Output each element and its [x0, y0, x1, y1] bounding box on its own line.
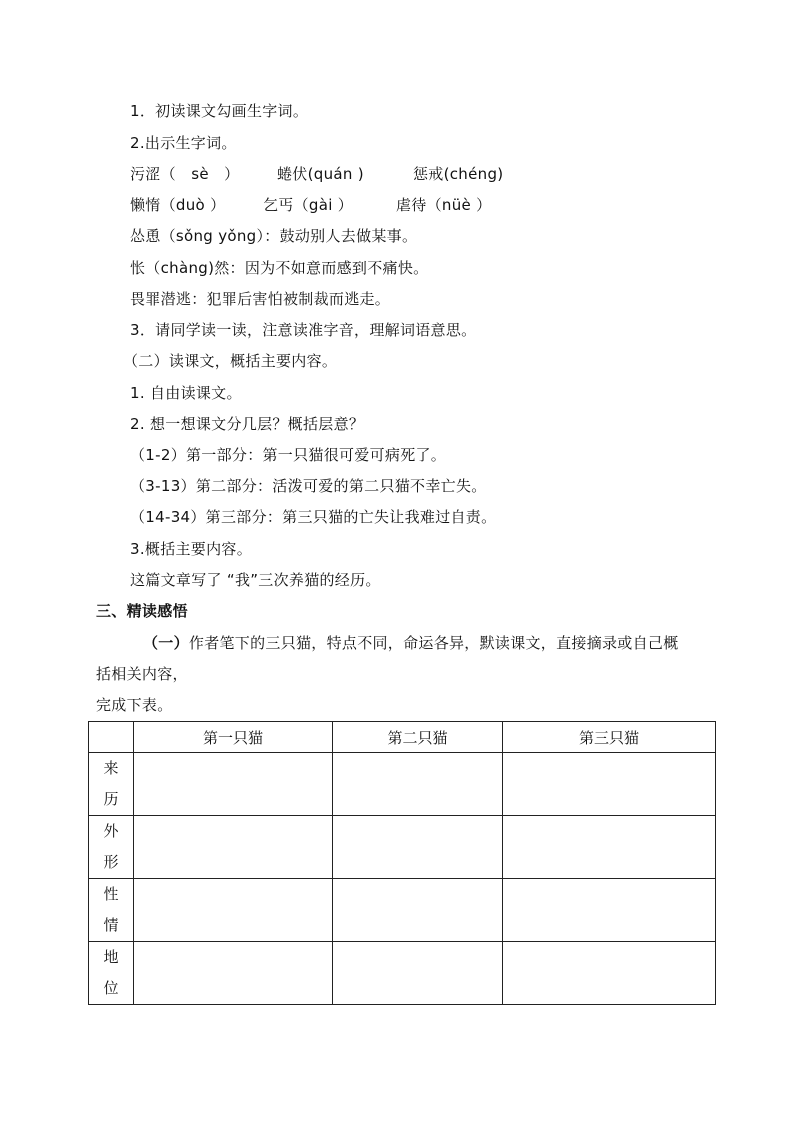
row-label-char: 形: [103, 853, 119, 871]
section-heading: 三、精读感悟: [96, 602, 188, 620]
part-summary: （1-2）第一部分：第一只猫很可爱可病死了。: [130, 446, 447, 464]
main-content-text: 这篇文章写了 “我”三次养猫的经历。: [130, 571, 381, 589]
vocab-definition: 怅（chàng)然：因为不如意而感到不痛快。: [130, 259, 429, 277]
vocab-word: 乞丐（gài ）: [263, 196, 354, 214]
instruction-text: 括相关内容，: [96, 665, 188, 683]
step-1-text: 1．初读课文勾画生字词。: [130, 102, 309, 120]
table-row: [89, 816, 716, 879]
vocab-word: 污涩（ sè ）: [130, 165, 240, 183]
row-label-char: 地: [103, 948, 119, 966]
vocab-word: 惩戒(chéng): [413, 165, 504, 183]
table-cell[interactable]: [503, 753, 716, 816]
vocab-word: 虐待（nüè ）: [396, 196, 492, 214]
vocab-definition: 畏罪潜逃：犯罪后害怕被制裁而逃走。: [130, 290, 391, 308]
vocab-word: 懒惰（duò ）: [130, 196, 226, 214]
step-2-text: 2.出示生字词。: [130, 134, 237, 152]
table-cell[interactable]: [134, 942, 333, 1005]
row-label-char: 来: [103, 759, 119, 777]
table-cell[interactable]: [134, 753, 333, 816]
row-label-char: 外: [103, 822, 119, 840]
part-summary: （3-13）第二部分：活泼可爱的第二只猫不幸亡失。: [130, 477, 487, 495]
instruction-text: 完成下表。: [96, 696, 173, 714]
table-header-cell: 第三只猫: [503, 722, 716, 753]
table-cell[interactable]: [503, 879, 716, 942]
row-label: [89, 816, 134, 879]
table-row: [89, 942, 716, 1005]
row-label-char: 性: [103, 885, 119, 903]
subsection-heading: （二）读课文，概括主要内容。: [123, 352, 338, 370]
table-cell[interactable]: [333, 879, 503, 942]
row-label-char: 情: [103, 916, 119, 934]
task-text: 1. 自由读课文。: [130, 384, 242, 402]
table-row: [89, 879, 716, 942]
vocab-definition: 怂恿（sǒng yǒng）：鼓动别人去做某事。: [130, 227, 418, 245]
row-label: [89, 753, 134, 816]
row-label: [89, 879, 134, 942]
task-text: 3.概括主要内容。: [130, 540, 253, 558]
table-cell[interactable]: [134, 816, 333, 879]
instruction-body: 作者笔下的三只猫，特点不同，命运各异，默读课文，直接摘录或自己概: [188, 634, 679, 652]
table-cell[interactable]: [333, 816, 503, 879]
table-cell[interactable]: [503, 816, 716, 879]
table-row: [89, 753, 716, 816]
part-summary: （14-34）第三部分：第三只猫的亡失让我难过自责。: [130, 508, 497, 526]
table-header-cell: [89, 722, 134, 753]
cat-comparison-table: [88, 721, 716, 1005]
row-label-char: 位: [103, 979, 119, 997]
table-header-cell: 第二只猫: [333, 722, 503, 753]
table-cell[interactable]: [333, 753, 503, 816]
table-cell[interactable]: [503, 942, 716, 1005]
instruction-prefix: （一）: [143, 634, 189, 652]
row-label: [89, 942, 134, 1005]
task-text: 2. 想一想课文分几层？概括层意？: [130, 415, 365, 433]
instruction-text: [143, 633, 679, 653]
row-label-char: 历: [103, 790, 119, 808]
vocab-word: 蜷伏(quán ): [277, 165, 364, 183]
table-header-cell: 第一只猫: [134, 722, 333, 753]
table-cell[interactable]: [333, 942, 503, 1005]
table-cell[interactable]: [134, 879, 333, 942]
table-header-row: [89, 722, 716, 753]
step-3-text: 3．请同学读一读，注意读准字音，理解词语意思。: [130, 321, 477, 339]
